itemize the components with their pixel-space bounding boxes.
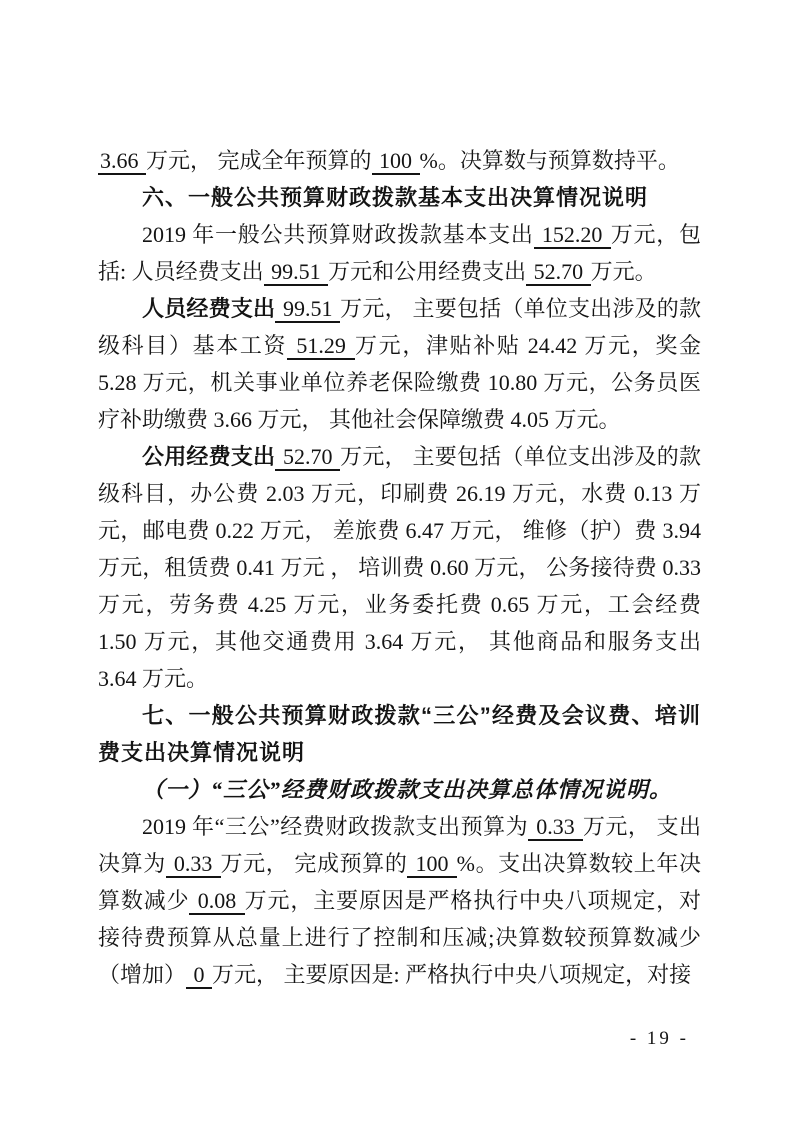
filled-blank-value: 0.33 bbox=[167, 851, 219, 876]
text-run: 2019 年一般公共预算财政拨款基本支出 bbox=[142, 222, 534, 247]
text-run: 万元， 主要包括（单位支出涉及的款级科目，办公费 2.03 万元，印刷费 26.19 万元，水费 0.13 万元，邮电费 0.22 万元， 差旅费 6.47 万元， 维修（护）费 3.94 万元，租赁费 0.41 万元 ， 培训费 0.60 万元， 公务接待费 0.33 万元，劳务费 4.25 万元，业务委托费 0.65 万元，工会经费 1.50 万元，其他交通费用 3.64 万元， 其他商品和服务支出 3.64 万元。 bbox=[98, 444, 701, 691]
filled-blank-value: 100 bbox=[373, 148, 418, 173]
filled-blank-value: 0 bbox=[188, 962, 211, 987]
text-run: 万元。 bbox=[590, 259, 657, 284]
emphasis-label: 公用经费支出 bbox=[142, 444, 276, 469]
text-run: 万元， 完成全年预算的 bbox=[146, 148, 372, 173]
text-run: 万元，主要原因是严格执行中央八项规定，对接待费预算从总量上进行了控制和压减;决算数较预算数减少（增加） bbox=[98, 888, 701, 987]
para-basic-expenditure-total bbox=[98, 216, 701, 290]
filled-blank-value: 0.08 bbox=[191, 888, 243, 913]
text-run: （一）“三公”经费财政拨款支出决算总体情况说明。 bbox=[142, 777, 673, 802]
text-run: 万元和公用经费支出 bbox=[328, 259, 527, 284]
text-run: 六、一般公共预算财政拨款基本支出决算情况说明 bbox=[142, 185, 649, 210]
text-run: 万元， 完成预算的 bbox=[220, 851, 408, 876]
heading-section-7 bbox=[98, 697, 701, 771]
text-run: 七、一般公共预算财政拨款“三公”经费及会议费、培训费支出决算情况说明 bbox=[98, 703, 701, 765]
para-public-expenses bbox=[98, 438, 701, 697]
emphasis-label: 人员经费支出 bbox=[142, 296, 276, 321]
text-run: 万元，津贴补贴 24.42 万元，奖金 5.28 万元，机关事业单位养老保险缴费 10.80 万元，公务员医疗补助缴费 3.66 万元， 其他社会保障缴费 4.05 万元。 bbox=[98, 333, 701, 432]
filled-blank-value: 52.70 bbox=[528, 259, 589, 284]
heading-subsection-1 bbox=[98, 771, 701, 808]
text-run: 万元， 主要包括（单位支出涉及的款级科目）基本工资 bbox=[98, 296, 701, 358]
text-run: 万元，包括: 人员经费支出 bbox=[98, 222, 701, 284]
filled-blank-value: 99.51 bbox=[265, 259, 327, 284]
text-run: 2019 年“三公”经费财政拨款支出预算为 bbox=[142, 814, 529, 839]
filled-blank-value: 99.51 bbox=[277, 296, 339, 321]
para-annual-budget-completion bbox=[98, 142, 701, 179]
text-run: 万元， 支出决算为 bbox=[98, 814, 702, 876]
filled-blank-value: 52.70 bbox=[277, 444, 339, 469]
text-run: %。决算数与预算数持平。 bbox=[419, 148, 680, 173]
filled-blank-value: 3.66 bbox=[100, 148, 144, 173]
filled-blank-value: 152.20 bbox=[535, 222, 609, 247]
para-three-public-funds bbox=[98, 808, 701, 993]
text-run: %。支出决算数较上年决算数减少 bbox=[98, 851, 701, 913]
text-run: 万元， 主要原因是: 严格执行中央八项规定，对接 bbox=[212, 962, 692, 987]
filled-blank-value: 100 bbox=[409, 851, 455, 876]
filled-blank-value: 0.33 bbox=[530, 814, 581, 839]
heading-section-6 bbox=[98, 179, 701, 216]
page-number: - 19 - bbox=[629, 1028, 689, 1049]
para-personnel-expenses bbox=[98, 290, 701, 438]
document-body bbox=[98, 142, 701, 993]
filled-blank-value: 51.29 bbox=[289, 333, 354, 358]
